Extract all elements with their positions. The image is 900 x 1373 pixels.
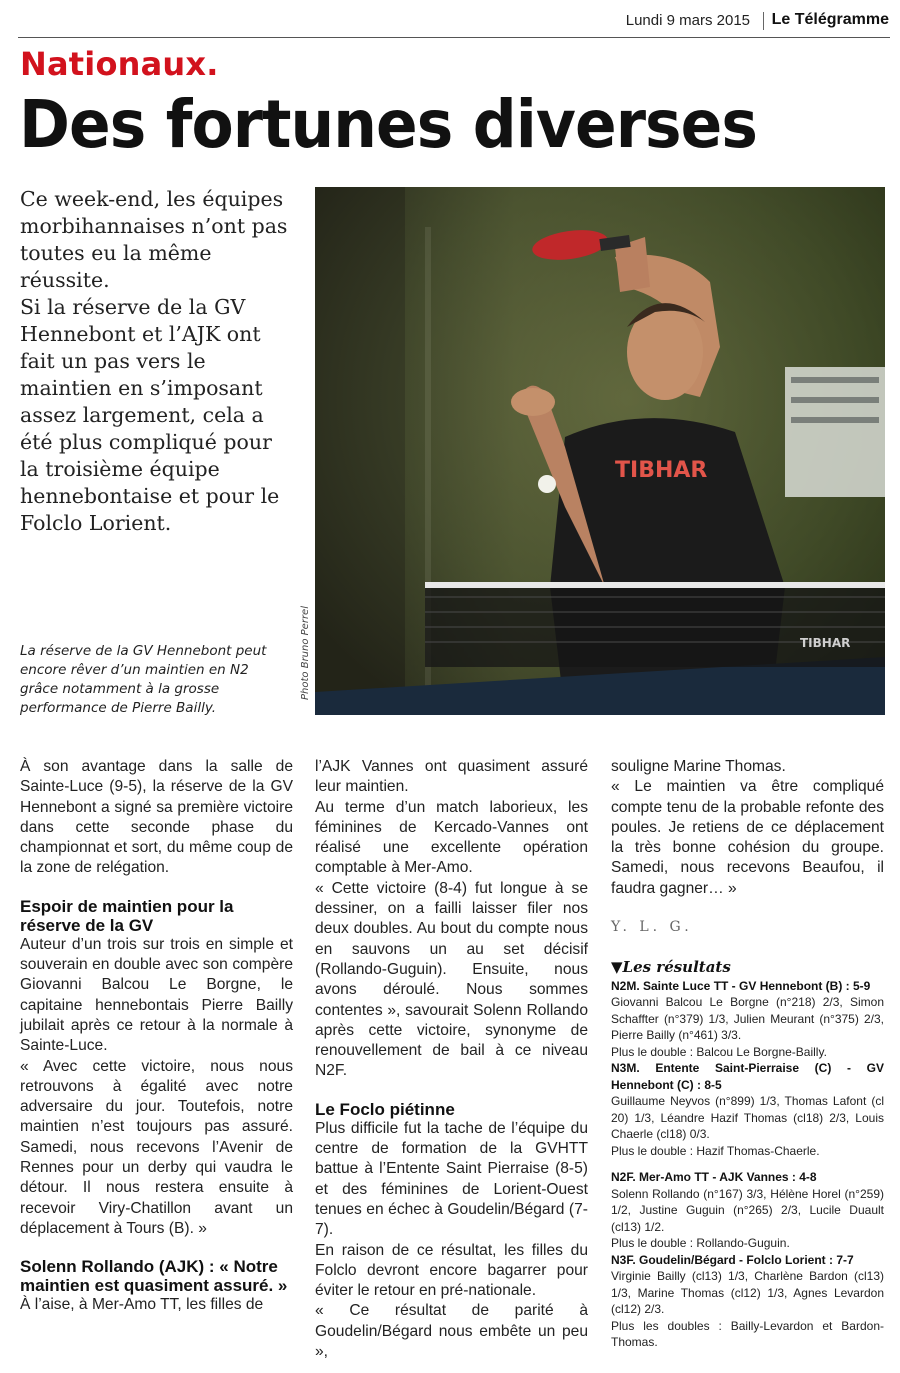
col3-paragraph: « Le maintien va être compliqué compte tenu de la probable refonte des poules. Je retiens de ce déplacement la très bonne cohésion du groupe. Samedi, nous recevons Beaufou, il faudra gagner… » bbox=[611, 778, 884, 897]
results-box bbox=[611, 978, 884, 1351]
match-double: Plus le double : Hazif Thomas-Chaerle. bbox=[611, 1143, 820, 1158]
photo-caption: La réserve de la GV Hennebont peut encore rêver d’un maintien en N2 grâce notamment à la grosse performance de Pierre Bailly. bbox=[20, 643, 267, 716]
match-title: N3M. Entente Saint-Pierraise (C) - GV Hennebont (C) : 8-5 bbox=[611, 1061, 884, 1092]
match-double: Plus les doubles : Bailly-Levardon et Bardon-Thomas. bbox=[611, 1318, 884, 1350]
lead-text-1: Ce week-end, les équipes morbihannaises n’ont pas toutes eu la même réussite. bbox=[20, 187, 288, 292]
col2-paragraph: « Cette victoire (8-4) fut longue à se dessiner, on a failli laisser filer nos deux doubles. Au bout du compte nous en sauvons un au set décisif (Rollando-Guguin). Ensuite, nous avons déroulé. Nous sommes contentes », savourait Solenn Rollando après cette victoire, synonyme de renouvellement de bail à ce niveau N2F. bbox=[315, 879, 588, 1080]
match-details: Virginie Bailly (cl13) 1/3, Charlène Bardon (cl13) 1/3, Marine Thomas (cl12) 1/3, Agnes Levardon (cl12) 2/3. bbox=[611, 1269, 884, 1317]
match-title: N2F. Mer-Amo TT - AJK Vannes : 4-8 bbox=[611, 1170, 817, 1185]
col2-paragraph: En raison de ce résultat, les filles du Folclo devront encore bagarrer pour éviter le retour en pré-nationale. bbox=[315, 1241, 588, 1300]
issue-date: Lundi 9 mars 2015 bbox=[625, 12, 750, 29]
masthead-separator bbox=[763, 12, 764, 30]
subheading-espoir: Espoir de maintien pour la réserve de la GV bbox=[20, 896, 234, 935]
article-column-3 bbox=[611, 757, 884, 1351]
shirt-logo: TIBHAR bbox=[615, 458, 708, 483]
masthead-rule bbox=[18, 37, 890, 38]
match-details: Solenn Rollando (n°167) 3/3, Hélène Horel (n°259) 1/2, Justine Guguin (n°265) 2/3, Lucile Duault (cl13) 1/2. bbox=[611, 1186, 884, 1234]
lead-text-2: Si la réserve de la GV Hennebont et l’AJK ont fait un pas vers le maintien en s’imposant assez largement, cela a été plus compliqué pour la troisième équipe hennebontaise et pour le Folclo Lorient. bbox=[20, 295, 280, 535]
match-details: Giovanni Balcou Le Borgne (n°218) 2/3, Simon Schaffter (n°379) 1/3, Julien Meurant (n°375) 2/3, Pierre Bailly (n°461) 3/3. bbox=[611, 995, 884, 1043]
subheading-foclo: Le Foclo piétinne bbox=[315, 1099, 455, 1119]
section-kicker: Nationaux. bbox=[20, 45, 219, 83]
results-title: ▼Les résultats bbox=[611, 958, 731, 977]
col2-paragraph: Au terme d’un match laborieux, les féminines de Kercado-Vannes ont réalisé une excellente opération comptable à Mer-Amo. bbox=[315, 798, 588, 877]
net-logo: TIBHAR bbox=[800, 636, 851, 650]
col2-paragraph: Plus difficile fut la tache de l’équipe du centre de formation de la GVHTT battue à l’Entente Saint Pierraise (8-5) et des féminines de Lorient-Ouest tenues en échec à Goudelin/Bégard (7-7). bbox=[315, 1119, 588, 1239]
match-double: Plus le double : Rollando-Guguin. bbox=[611, 1236, 790, 1251]
match-title: N2M. Sainte Luce TT - GV Hennebont (B) : 5-9 bbox=[611, 978, 871, 993]
lead-paragraph bbox=[20, 186, 295, 537]
col1-paragraph: À son avantage dans la salle de Sainte-Luce (9-5), la réserve de la GV Hennebont a signé sa première victoire dans cette seconde phase du championnat et sort, du même coup de la zone de relégation. bbox=[20, 758, 293, 877]
col1-paragraph: Auteur d’un trois sur trois en simple et souverain en double avec son compère Giovanni Balcou Le Borgne, le capitaine hennebontais Pierre Bailly jubilait après ce retour à la normale à Sainte-Luce. bbox=[20, 935, 293, 1055]
newspaper-name: Le Télégramme bbox=[771, 11, 889, 28]
article-photo bbox=[315, 187, 885, 715]
col2-paragraph: « Ce résultat de parité à Goudelin/Bégard nous embête un peu », bbox=[315, 1302, 588, 1361]
article-column-2 bbox=[315, 757, 588, 1362]
author-initials: Y. L. G. bbox=[611, 919, 693, 936]
col1-paragraph: À l’aise, à Mer-Amo TT, les filles de bbox=[20, 1296, 264, 1314]
photo-credit: Photo Bruno Perrel bbox=[300, 606, 311, 700]
col1-paragraph: « Avec cette victoire, nous nous retrouvons à égalité avec notre adversaire du jour. Toutefois, notre maintien n’est toujours pas assuré. Samedi, nous recevons l’Avenir de Rennes pour un derby qui vaudra le détour. Il nous restera ensuite à recevoir Viry-Chatillon avant un déplacement à Tours (B). » bbox=[20, 1057, 293, 1237]
match-double: Plus le double : Balcou Le Borgne-Bailly. bbox=[611, 1044, 827, 1059]
article-column-1 bbox=[20, 757, 293, 1316]
match-details: Guillaume Neyvos (n°899) 1/3, Thomas Lafont (cl 20) 1/3, Léandre Hazif Thomas (cl18) 2/3, Louis Chaerle (cl18) 0/3. bbox=[611, 1094, 884, 1142]
col3-paragraph: souligne Marine Thomas. bbox=[611, 758, 786, 775]
col2-paragraph: l’AJK Vannes ont quasiment assuré leur maintien. bbox=[315, 758, 588, 796]
subheading-rollando: Solenn Rollando (AJK) : « Notre maintien est quasiment assuré. » bbox=[20, 1257, 288, 1296]
headline: Des fortunes diverses bbox=[19, 86, 757, 163]
table-tennis-player-illustration bbox=[315, 187, 885, 715]
match-title: N3F. Goudelin/Bégard - Folclo Lorient : 7-7 bbox=[611, 1252, 854, 1267]
